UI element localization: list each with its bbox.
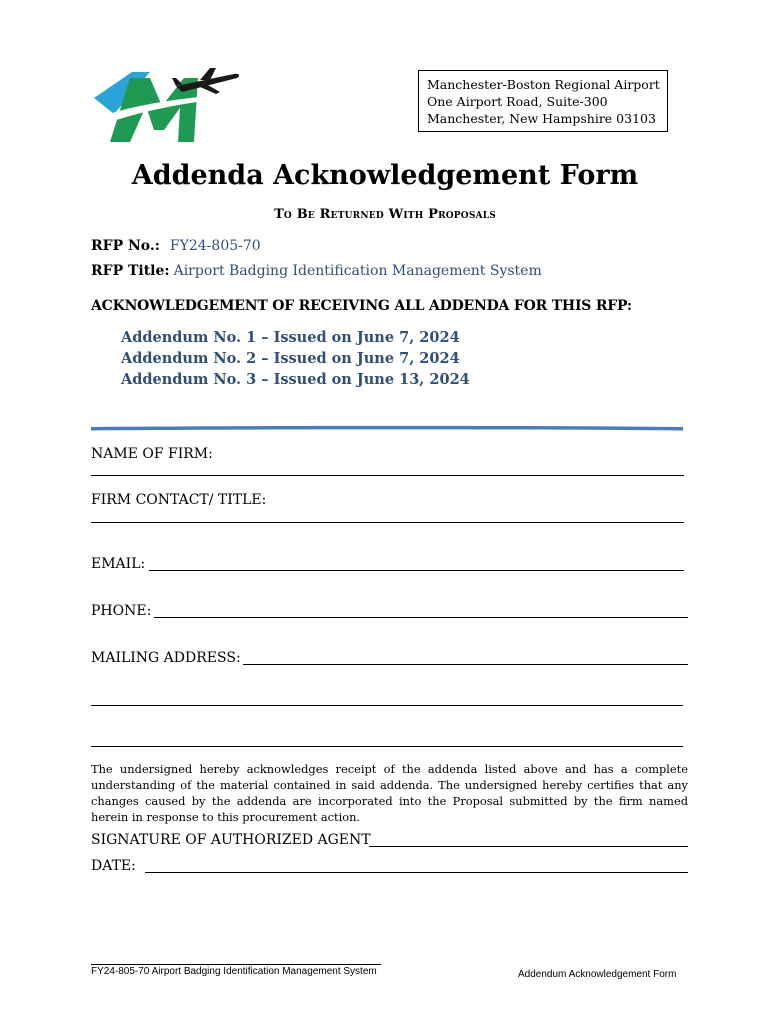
mailing-address-line-3[interactable] bbox=[91, 746, 683, 747]
address-line: Manchester-Boston Regional Airport bbox=[427, 77, 660, 92]
signature-line[interactable] bbox=[369, 846, 688, 847]
airport-logo-icon bbox=[92, 68, 242, 142]
form-title: Addenda Acknowledgement Form bbox=[131, 160, 639, 191]
address-line: One Airport Road, Suite-300 bbox=[427, 94, 608, 109]
addendum-item: Addendum No. 1 – Issued on June 7, 2024 bbox=[121, 329, 460, 346]
email-line[interactable] bbox=[149, 570, 684, 571]
rfp-title-label: RFP Title: bbox=[91, 263, 170, 279]
footer-left-text: FY24-805-70 Airport Badging Identification Management System bbox=[91, 966, 377, 977]
signature-label: SIGNATURE OF AUTHORIZED AGENT bbox=[91, 832, 371, 848]
acknowledgement-heading: ACKNOWLEDGEMENT OF RECEIVING ALL ADDENDA FOR THIS RFP: bbox=[91, 298, 632, 314]
email-label: EMAIL: bbox=[91, 556, 146, 572]
rfp-number-label: RFP No.: bbox=[91, 238, 160, 254]
footer-rule bbox=[91, 964, 381, 965]
rfp-number-value: FY24-805-70 bbox=[169, 238, 261, 254]
phone-line[interactable] bbox=[154, 617, 688, 618]
firm-contact-label: FIRM CONTACT/ TITLE: bbox=[91, 492, 267, 508]
form-subtitle: To Be Returned With Proposals bbox=[274, 207, 496, 222]
address-line: Manchester, New Hampshire 03103 bbox=[427, 111, 656, 126]
rfp-title-value: Airport Badging Identification Management System bbox=[173, 263, 542, 279]
firm-name-line[interactable] bbox=[91, 475, 684, 476]
mailing-address-label: MAILING ADDRESS: bbox=[91, 650, 241, 666]
address-box bbox=[418, 70, 668, 132]
rfp-title bbox=[91, 263, 542, 279]
addendum-item: Addendum No. 3 – Issued on June 13, 2024 bbox=[121, 371, 470, 388]
phone-label: PHONE: bbox=[91, 603, 152, 619]
firm-contact-line[interactable] bbox=[91, 522, 684, 523]
date-line[interactable] bbox=[145, 872, 688, 873]
date-label: DATE: bbox=[91, 858, 136, 874]
certification-text: The undersigned hereby acknowledges receipt of the addenda listed above and has a complete understanding of the material contained in said addenda. The undersigned hereby certifies that any changes caused by the addenda are incorporated into the Proposal submitted by the firm named herein in response to this procurement action. bbox=[91, 762, 688, 824]
mailing-address-line-2[interactable] bbox=[91, 705, 683, 706]
addendum-item: Addendum No. 2 – Issued on June 7, 2024 bbox=[121, 350, 460, 367]
footer-right-text: Addendum Acknowledgement Form bbox=[518, 969, 677, 980]
section-divider bbox=[91, 424, 683, 432]
rfp-number bbox=[91, 238, 261, 254]
firm-name-label: NAME OF FIRM: bbox=[91, 446, 213, 462]
mailing-address-line-1[interactable] bbox=[243, 664, 688, 665]
